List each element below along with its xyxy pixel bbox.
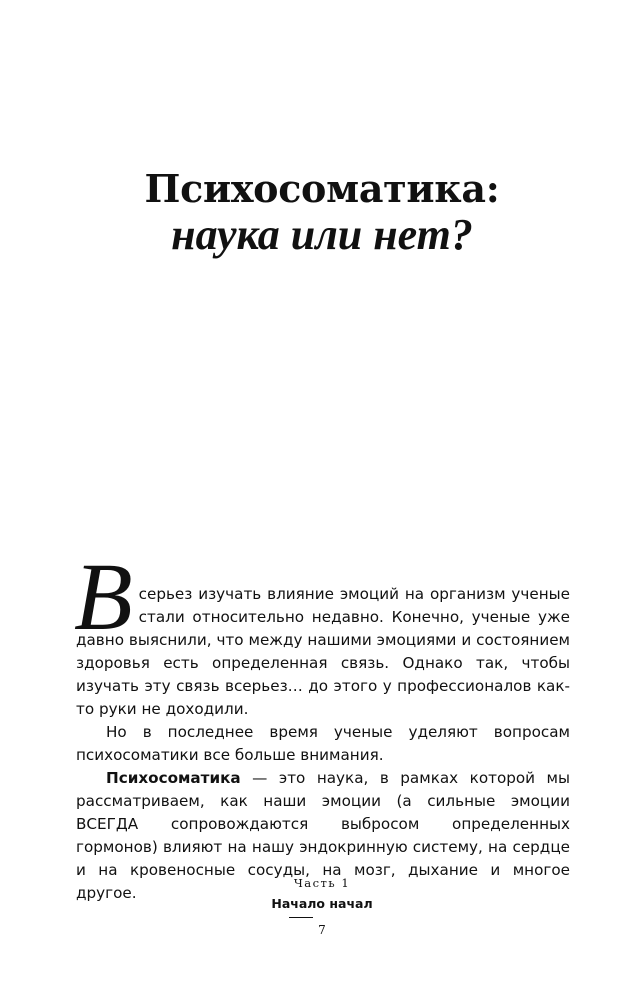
drop-cap-spacer bbox=[76, 560, 570, 583]
paragraph-3-text: — это наука, в рамках которой мы рассматриваем, как наши эмоции (а сильные эмоции ВСЕГДА сопровождаются выбросом определенных гормонов) влияют на нашу эндокринную систему, на сердце и на кровеносные сосуды, на мозг, дыхание и многое другое. bbox=[76, 769, 570, 902]
paragraph-1-text: серьез изучать влияние эмоций на организм ученые стали относительно недавно. Конечно, ученые уже давно выяснили, что между нашими эмоциями и состоянием здоровья есть определенная связь. Однако так, чтобы изучать эту связь всерьез… до этого у профессионалов как-то руки не доходили. bbox=[76, 585, 570, 718]
paragraph-2: Но в последнее время ученые уделяют вопросам психосоматики все больше внимания. bbox=[76, 723, 570, 764]
chapter-subtitle: наука или нет? bbox=[171, 210, 473, 259]
footer-divider bbox=[289, 917, 313, 918]
page-number: 7 bbox=[318, 923, 326, 937]
term-psychosomatics: Психосоматика bbox=[106, 769, 241, 787]
paragraph-1 bbox=[74, 543, 570, 721]
body-text bbox=[74, 543, 570, 905]
chapter-title: Психосоматика: bbox=[144, 166, 500, 211]
drop-cap: В bbox=[74, 543, 133, 650]
running-footer-part: Часть 1 bbox=[293, 876, 351, 890]
running-footer-chapter: Начало начал bbox=[271, 896, 373, 911]
